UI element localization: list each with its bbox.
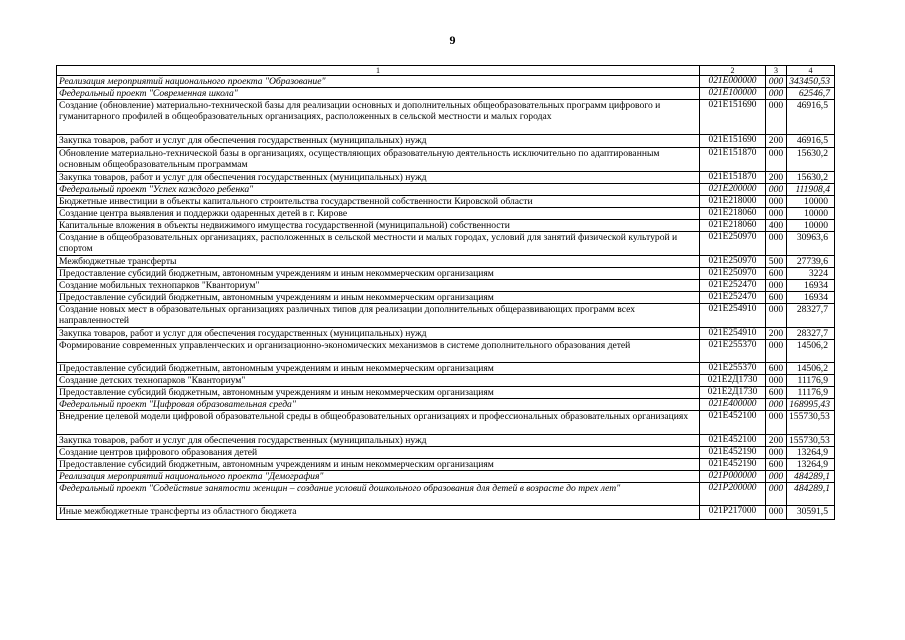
header-cell: 3: [766, 66, 787, 76]
table-row: [57, 232, 835, 256]
row-name-cell: Закупка товаров, работ и услуг для обеспечения государственных (муниципальных) нужд: [57, 135, 700, 148]
row-name-cell: Предоставление субсидий бюджетным, автономным учреждениям и иным некоммерческим организациям: [57, 268, 700, 280]
table-row: [57, 220, 835, 232]
row-code-cell: 021E218060: [700, 220, 766, 232]
table-row: [57, 340, 835, 363]
row-name-cell: Федеральный проект "Современная школа": [57, 88, 700, 100]
row-code-cell: 021E400000: [700, 399, 766, 411]
row-code-cell: 021E452190: [700, 447, 766, 459]
header-cell: 2: [700, 66, 766, 76]
row-code-cell: 021E2Д1730: [700, 375, 766, 387]
row-name-cell: Создание (обновление) материально-технической базы для реализации основных и дополнительных общеобразовательных программ цифрового и гуманитарного профилей в общеобразовательных организациях, расположенных в сельской местности и малых городах: [57, 100, 700, 135]
row-type-cell: 000: [766, 88, 787, 100]
row-name-cell: Формирование современных управленческих и организационно-экономических механизмов в системе дополнительного образования детей: [57, 340, 700, 363]
table-row: [57, 280, 835, 292]
row-amount-cell: 10000: [787, 220, 835, 232]
table-row: [57, 387, 835, 399]
row-type-cell: 000: [766, 506, 787, 520]
row-code-cell: 021E151870: [700, 172, 766, 184]
row-name-cell: Создание в общеобразовательных организациях, расположенных в сельской местности и малых городах, условий для занятий физической культурой и спортом: [57, 232, 700, 256]
row-amount-cell: 11176,9: [787, 375, 835, 387]
row-amount-cell: 10000: [787, 208, 835, 220]
table-row: [57, 435, 835, 447]
row-amount-cell: 62546,7: [787, 88, 835, 100]
row-code-cell: 021E255370: [700, 363, 766, 375]
table-row: [57, 328, 835, 340]
row-type-cell: 600: [766, 292, 787, 304]
table-header-row: [57, 66, 835, 76]
row-amount-cell: 14506,2: [787, 340, 835, 363]
table-row: [57, 506, 835, 520]
row-name-cell: Капитальные вложения в объекты недвижимого имущества государственной (муниципальной) собственности: [57, 220, 700, 232]
row-amount-cell: 28327,7: [787, 328, 835, 340]
row-name-cell: Создание детских технопарков "Кванториум": [57, 375, 700, 387]
row-code-cell: 021E151690: [700, 100, 766, 135]
row-name-cell: Иные межбюджетные трансферты из областного бюджета: [57, 506, 700, 520]
row-code-cell: 021E000000: [700, 76, 766, 88]
row-code-cell: 021E452100: [700, 435, 766, 447]
row-name-cell: Закупка товаров, работ и услуг для обеспечения государственных (муниципальных) нужд: [57, 328, 700, 340]
row-name-cell: Предоставление субсидий бюджетным, автономным учреждениям и иным некоммерческим организациям: [57, 459, 700, 471]
table-row: [57, 459, 835, 471]
row-type-cell: 200: [766, 172, 787, 184]
row-amount-cell: 30963,6: [787, 232, 835, 256]
row-amount-cell: 11176,9: [787, 387, 835, 399]
row-type-cell: 600: [766, 268, 787, 280]
row-name-cell: Бюджетные инвестиции в объекты капитального строительства государственной собственности Кировской области: [57, 196, 700, 208]
row-amount-cell: 14506,2: [787, 363, 835, 375]
row-type-cell: 000: [766, 399, 787, 411]
row-amount-cell: 15630,2: [787, 148, 835, 172]
row-amount-cell: 343450,53: [787, 76, 835, 88]
row-type-cell: 000: [766, 447, 787, 459]
row-type-cell: 000: [766, 304, 787, 328]
row-type-cell: 000: [766, 411, 787, 435]
row-code-cell: 021E200000: [700, 184, 766, 196]
row-code-cell: 021P217000: [700, 506, 766, 520]
budget-table: [56, 65, 835, 520]
row-type-cell: 000: [766, 340, 787, 363]
row-amount-cell: 28327,7: [787, 304, 835, 328]
row-code-cell: 021E254910: [700, 328, 766, 340]
row-amount-cell: 16934: [787, 292, 835, 304]
row-name-cell: Предоставление субсидий бюджетным, автономным учреждениям и иным некоммерческим организациям: [57, 292, 700, 304]
table-row: [57, 148, 835, 172]
row-code-cell: 021E255370: [700, 340, 766, 363]
row-amount-cell: 168995,43: [787, 399, 835, 411]
row-type-cell: 400: [766, 220, 787, 232]
row-amount-cell: 15630,2: [787, 172, 835, 184]
table-row: [57, 268, 835, 280]
row-type-cell: 200: [766, 135, 787, 148]
row-type-cell: 000: [766, 232, 787, 256]
row-amount-cell: 16934: [787, 280, 835, 292]
row-amount-cell: 484289,1: [787, 483, 835, 506]
row-code-cell: 021E2Д1730: [700, 387, 766, 399]
row-name-cell: Межбюджетные трансферты: [57, 256, 700, 268]
row-name-cell: Предоставление субсидий бюджетным, автономным учреждениям и иным некоммерческим организациям: [57, 387, 700, 399]
row-amount-cell: 27739,6: [787, 256, 835, 268]
row-amount-cell: 46916,5: [787, 135, 835, 148]
row-name-cell: Федеральный проект "Успех каждого ребенка": [57, 184, 700, 196]
row-type-cell: 000: [766, 196, 787, 208]
row-type-cell: 000: [766, 208, 787, 220]
row-name-cell: Создание центра выявления и поддержки одаренных детей в г. Кирове: [57, 208, 700, 220]
row-type-cell: 000: [766, 375, 787, 387]
row-name-cell: Закупка товаров, работ и услуг для обеспечения государственных (муниципальных) нужд: [57, 172, 700, 184]
table-row: [57, 304, 835, 328]
table-row: [57, 88, 835, 100]
row-amount-cell: 30591,5: [787, 506, 835, 520]
header-cell: 1: [57, 66, 700, 76]
row-code-cell: 021P000000: [700, 471, 766, 483]
row-type-cell: 000: [766, 471, 787, 483]
row-amount-cell: 111908,4: [787, 184, 835, 196]
row-type-cell: 000: [766, 280, 787, 292]
row-code-cell: 021P200000: [700, 483, 766, 506]
row-code-cell: 021E254910: [700, 304, 766, 328]
row-code-cell: 021E151870: [700, 148, 766, 172]
row-type-cell: 000: [766, 148, 787, 172]
row-amount-cell: 484289,1: [787, 471, 835, 483]
table-row: [57, 399, 835, 411]
row-type-cell: 000: [766, 76, 787, 88]
row-type-cell: 600: [766, 387, 787, 399]
row-code-cell: 021E218000: [700, 196, 766, 208]
page-number: 9: [449, 33, 456, 47]
row-amount-cell: 155730,53: [787, 435, 835, 447]
row-name-cell: Федеральный проект "Цифровая образовательная среда": [57, 399, 700, 411]
row-amount-cell: 155730,53: [787, 411, 835, 435]
row-name-cell: Создание новых мест в образовательных организациях различных типов для реализации дополнительных общеразвивающих программ всех направленностей: [57, 304, 700, 328]
table-row: [57, 363, 835, 375]
table-row: [57, 184, 835, 196]
row-amount-cell: 13264,9: [787, 459, 835, 471]
table-row: [57, 375, 835, 387]
row-type-cell: 200: [766, 328, 787, 340]
row-name-cell: Создание центров цифрового образования детей: [57, 447, 700, 459]
table-row: [57, 471, 835, 483]
table-row: [57, 447, 835, 459]
row-name-cell: Федеральный проект "Содействие занятости женщин – создание условий дошкольного образования для детей в возрасте до трех лет": [57, 483, 700, 506]
header-cell: 4: [787, 66, 835, 76]
row-code-cell: 021E250970: [700, 232, 766, 256]
row-code-cell: 021E252470: [700, 280, 766, 292]
row-type-cell: 200: [766, 435, 787, 447]
table-row: [57, 100, 835, 135]
row-type-cell: 500: [766, 256, 787, 268]
row-code-cell: 021E252470: [700, 292, 766, 304]
table-row: [57, 483, 835, 506]
table-row: [57, 292, 835, 304]
table-row: [57, 256, 835, 268]
row-type-cell: 000: [766, 483, 787, 506]
row-name-cell: Внедрение целевой модели цифровой образовательной среды в общеобразовательных организациях и профессиональных образовательных организациях: [57, 411, 700, 435]
row-type-cell: 600: [766, 459, 787, 471]
row-amount-cell: 3224: [787, 268, 835, 280]
table-row: [57, 172, 835, 184]
table-row: [57, 208, 835, 220]
row-type-cell: 600: [766, 363, 787, 375]
row-name-cell: Реализация мероприятий национального проекта "Демография": [57, 471, 700, 483]
table-row: [57, 196, 835, 208]
row-code-cell: 021E100000: [700, 88, 766, 100]
row-name-cell: Реализация мероприятий национального проекта "Образование": [57, 76, 700, 88]
table-row: [57, 411, 835, 435]
row-code-cell: 021E250970: [700, 268, 766, 280]
row-amount-cell: 46916,5: [787, 100, 835, 135]
row-code-cell: 021E452190: [700, 459, 766, 471]
row-type-cell: 000: [766, 184, 787, 196]
row-code-cell: 021E452100: [700, 411, 766, 435]
row-amount-cell: 10000: [787, 196, 835, 208]
table-row: [57, 135, 835, 148]
row-code-cell: 021E218060: [700, 208, 766, 220]
row-code-cell: 021E151690: [700, 135, 766, 148]
row-type-cell: 000: [766, 100, 787, 135]
row-name-cell: Предоставление субсидий бюджетным, автономным учреждениям и иным некоммерческим организациям: [57, 363, 700, 375]
row-name-cell: Создание мобильных технопарков "Кванториум": [57, 280, 700, 292]
row-name-cell: Обновление материально-технической базы в организациях, осуществляющих образовательную деятельность исключительно по адаптированным основным общеобразовательным программам: [57, 148, 700, 172]
table-row: [57, 76, 835, 88]
row-name-cell: Закупка товаров, работ и услуг для обеспечения государственных (муниципальных) нужд: [57, 435, 700, 447]
row-code-cell: 021E250970: [700, 256, 766, 268]
row-amount-cell: 13264,9: [787, 447, 835, 459]
